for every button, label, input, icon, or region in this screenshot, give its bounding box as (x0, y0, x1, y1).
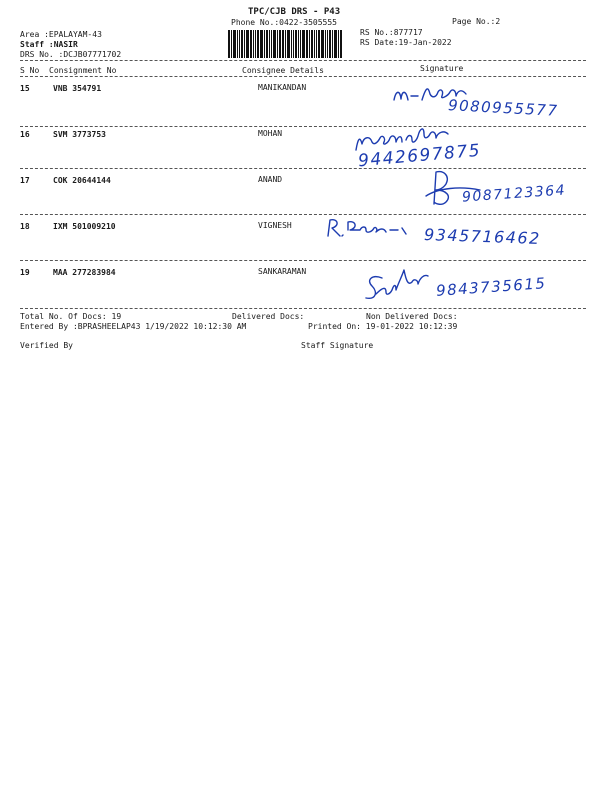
entered-by: Entered By :BPRASHEELAP43 1/19/2022 10:12:30 AM (20, 322, 247, 331)
row-consignment: SVM 3773753 (53, 130, 106, 139)
row-sno: 16 (20, 130, 30, 139)
barcode-bar (255, 30, 256, 58)
barcode-bar (271, 30, 272, 58)
barcode-bar (239, 30, 240, 58)
divider (20, 60, 586, 61)
barcode-bar (340, 30, 342, 58)
barcode-bar (250, 30, 252, 58)
barcode-bar (334, 30, 337, 58)
total-docs: Total No. Of Docs: 19 (20, 312, 122, 321)
handwritten-phone: 9087123364 (461, 182, 567, 206)
barcode-bar (277, 30, 278, 58)
barcode-bar (325, 30, 326, 58)
drs-number: DRS No. :DCJB07771702 (20, 50, 122, 59)
barcode-bar (287, 30, 290, 58)
column-header-consignee: Consignee Details (242, 66, 324, 75)
barcode-bar (231, 30, 232, 58)
barcode-bar (314, 30, 315, 58)
barcode-bar (233, 30, 236, 58)
handwritten-phone: 9442697875 (357, 140, 482, 172)
row-sno: 18 (20, 222, 30, 231)
barcode-bar (293, 30, 294, 58)
barcode-bar (246, 30, 249, 58)
verified-by: Verified By (20, 341, 73, 350)
row-sno: 15 (20, 84, 30, 93)
row-consignment: VNB 354791 (53, 84, 102, 93)
row-consignee: ANAND (258, 175, 283, 184)
barcode-bar (327, 30, 328, 58)
barcode-bar (302, 30, 305, 58)
staff-label: Staff :NASIR (20, 40, 78, 49)
document-title: TPC/CJB DRS - P43 (248, 7, 341, 17)
area-label: Area :EPALAYAM-43 (20, 30, 102, 39)
barcode-bar (311, 30, 313, 58)
barcode-bar (279, 30, 281, 58)
barcode-bar (300, 30, 301, 58)
row-consignee: MOHAN (258, 129, 283, 138)
divider (20, 214, 586, 215)
column-header-consignment: Consignment No (49, 66, 117, 75)
barcode-bar (332, 30, 333, 58)
rs-number: RS No.:877717 (360, 28, 423, 37)
barcode-bar (338, 30, 339, 58)
row-consignment: IXM 501009210 (53, 222, 116, 231)
barcode-bar (266, 30, 268, 58)
handwritten-phone: 9345716462 (423, 224, 542, 249)
barcode-bar (264, 30, 265, 58)
barcode-bar (298, 30, 299, 58)
printed-on: Printed On: 19-01-2022 10:12:39 (308, 322, 458, 331)
divider (20, 260, 586, 261)
barcode-bar (321, 30, 324, 58)
barcode-bar (306, 30, 308, 58)
barcode-bar (309, 30, 310, 58)
barcode-bar (316, 30, 317, 58)
non-delivered-docs: Non Delivered Docs: (366, 312, 458, 321)
row-consignment: MAA 277283984 (53, 268, 116, 277)
handwritten-phone: 9080955577 (447, 96, 559, 120)
delivered-docs: Delivered Docs: (232, 312, 305, 321)
barcode-bar (282, 30, 284, 58)
barcode-bar (329, 30, 331, 58)
divider (20, 168, 586, 169)
column-header-signature: Signature (420, 64, 464, 73)
staff-signature: Staff Signature (301, 341, 374, 350)
barcode (228, 30, 356, 58)
barcode-bar (285, 30, 286, 58)
barcode-bar (237, 30, 238, 58)
barcode-bar (295, 30, 297, 58)
row-consignee: VIGNESH (258, 221, 292, 230)
barcode-bar (318, 30, 320, 58)
barcode-bar (260, 30, 263, 58)
phone-number: Phone No.:0422-3505555 (231, 18, 337, 27)
page-number: Page No.:2 (452, 17, 501, 26)
row-consignee: MANIKANDAN (258, 83, 307, 92)
barcode-bar (269, 30, 270, 58)
column-header-sno: S No (20, 66, 40, 75)
handwritten-phone: 9843735615 (435, 274, 547, 300)
divider (20, 76, 586, 77)
row-sno: 19 (20, 268, 30, 277)
handwritten-signature (362, 262, 438, 306)
barcode-bar (228, 30, 230, 58)
row-consignee: SANKARAMAN (258, 267, 307, 276)
barcode-bar (244, 30, 245, 58)
barcode-bar (253, 30, 254, 58)
barcode-bar (273, 30, 276, 58)
handwritten-signature (324, 216, 420, 240)
rs-date: RS Date:19-Jan-2022 (360, 38, 452, 47)
divider (20, 308, 586, 309)
divider (20, 126, 586, 127)
row-consignment: COK 20644144 (53, 176, 111, 185)
barcode-bar (291, 30, 292, 58)
barcode-bar (241, 30, 243, 58)
barcode-bar (257, 30, 259, 58)
row-sno: 17 (20, 176, 30, 185)
